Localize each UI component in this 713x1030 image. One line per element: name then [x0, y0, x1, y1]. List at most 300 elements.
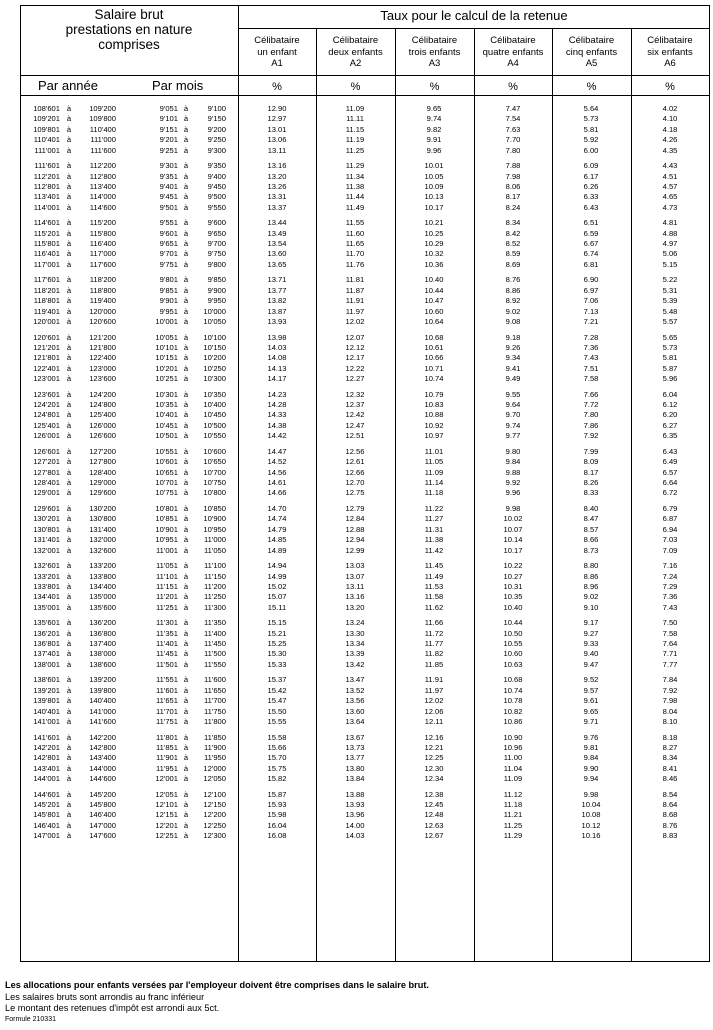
rate-cell-a4: 11.09 [503, 774, 523, 784]
year-from-cell: 116'401 [33, 249, 60, 259]
rate-cell-a6: 4.88 [662, 228, 678, 238]
rate-cell-a5: 9.27 [583, 628, 599, 638]
salary-header-line1: Salaire brut [94, 7, 164, 22]
range-separator: à [183, 259, 189, 269]
table-row [20, 790, 710, 800]
rate-cell-a6: 7.71 [662, 649, 678, 659]
year-to-cell: 118'200 [89, 275, 116, 285]
month-from-cell: 11'701 [155, 706, 178, 716]
year-to-cell: 135'600 [89, 602, 116, 612]
rate-cell-a3: 10.47 [424, 296, 444, 306]
month-from-cell: 10'951 [155, 535, 178, 545]
month-to-cell: 9'100 [207, 104, 226, 113]
column-header-line2: quatre enfants [482, 46, 544, 58]
rate-cell-a4: 11.29 [503, 831, 523, 841]
table-row [20, 649, 710, 659]
month-from-cell: 9'051 [159, 104, 178, 113]
rate-cell-a1: 14.03 [267, 342, 287, 352]
month-to-cell: 11'200 [203, 581, 226, 591]
range-separator: à [66, 171, 72, 181]
rate-cell-a6: 7.98 [662, 696, 678, 706]
year-from-cell: 146'401 [33, 820, 60, 830]
month-from-cell: 10'451 [155, 420, 178, 430]
range-separator: à [66, 561, 72, 571]
month-from-cell: 9'151 [159, 124, 178, 134]
rate-cell-a5: 8.66 [583, 535, 599, 545]
rate-cell-a3: 11.27 [424, 514, 444, 524]
rate-cell-a2: 13.77 [345, 753, 365, 763]
rate-cell-a1: 13.65 [267, 259, 287, 269]
month-from-cell: 10'001 [155, 316, 178, 326]
rate-cell-a1: 15.66 [267, 742, 287, 752]
year-from-cell: 144'001 [33, 774, 60, 784]
year-from-cell: 141'001 [33, 716, 60, 726]
rate-cell-a2: 13.96 [345, 810, 365, 820]
year-from-cell: 144'601 [33, 789, 60, 799]
range-separator: à [66, 296, 72, 306]
range-separator: à [183, 342, 189, 352]
month-from-cell: 9'451 [159, 192, 178, 202]
rate-cell-a4: 9.64 [505, 400, 521, 410]
row-group [20, 275, 710, 327]
rate-cell-a5: 9.47 [583, 659, 599, 669]
rate-cell-a3: 11.45 [424, 561, 444, 571]
rate-cell-a1: 15.50 [267, 706, 287, 716]
rate-cell-a3: 11.72 [424, 628, 444, 638]
month-from-cell: 12'101 [155, 800, 178, 810]
range-separator: à [66, 488, 72, 498]
range-separator: à [66, 275, 72, 285]
rate-cell-a4: 7.80 [505, 145, 521, 155]
rate-cell-a6: 5.48 [662, 306, 678, 316]
range-separator: à [183, 514, 189, 524]
month-to-cell: 10'200 [203, 353, 226, 363]
range-separator: à [183, 789, 189, 799]
month-from-cell: 11'001 [155, 545, 178, 555]
rate-cell-a1: 14.66 [267, 488, 287, 498]
month-from-cell: 9'251 [159, 145, 178, 155]
range-separator: à [183, 218, 189, 228]
rate-cell-a1: 12.97 [267, 114, 287, 124]
year-to-cell: 138'000 [89, 649, 116, 659]
year-from-cell: 139'201 [33, 685, 60, 695]
year-from-cell: 133'801 [33, 581, 60, 591]
rate-cell-a2: 12.70 [345, 478, 365, 488]
rate-cell-a3: 10.25 [424, 228, 444, 238]
rate-cell-a1: 13.60 [267, 249, 287, 259]
rate-cell-a1: 15.21 [267, 628, 287, 638]
month-from-cell: 9'401 [159, 181, 178, 191]
rate-cell-a2: 13.30 [345, 628, 365, 638]
rate-cell-a4: 10.17 [503, 545, 523, 555]
rate-cell-a3: 10.71 [424, 363, 444, 373]
rate-cell-a3: 10.66 [424, 353, 444, 363]
rate-cell-a2: 12.66 [345, 467, 365, 477]
month-to-cell: 11'400 [203, 628, 226, 638]
range-separator: à [66, 514, 72, 524]
range-separator: à [183, 389, 189, 399]
rate-cell-a5: 8.47 [583, 514, 599, 524]
rate-cell-a3: 10.61 [424, 342, 444, 352]
rate-cell-a5: 6.26 [583, 181, 599, 191]
rate-cell-a2: 11.70 [345, 249, 365, 259]
range-separator: à [66, 649, 72, 659]
month-to-cell: 9'650 [207, 228, 226, 238]
range-separator: à [66, 400, 72, 410]
range-separator: à [66, 732, 72, 742]
rate-cell-a2: 12.75 [345, 488, 365, 498]
rate-cell-a1: 12.90 [267, 104, 287, 113]
month-from-cell: 12'201 [155, 820, 178, 830]
month-from-cell: 11'151 [155, 581, 178, 591]
range-separator: à [183, 696, 189, 706]
table-row [20, 161, 710, 171]
month-to-cell: 11'850 [203, 732, 226, 742]
range-separator: à [66, 535, 72, 545]
rate-cell-a2: 13.73 [345, 742, 365, 752]
table-row [20, 572, 710, 582]
note-allocations: Les allocations pour enfants versées par l'employeur doivent être comprises dans le salaire brut. [5, 980, 429, 990]
rate-cell-a1: 15.55 [267, 716, 287, 726]
year-from-cell: 124'801 [33, 410, 60, 420]
rate-cell-a1: 15.07 [267, 592, 287, 602]
note-rounding-tax: Le montant des retenues d'impôt est arrondi aux 5ct. [5, 1003, 220, 1014]
table-row [20, 764, 710, 774]
rate-cell-a6: 7.50 [662, 618, 678, 628]
rate-cell-a4: 9.80 [505, 446, 521, 456]
rate-cell-a6: 7.64 [662, 639, 678, 649]
note-rounding-salary: Les salaires bruts sont arrondis au franc inférieur [5, 991, 205, 1002]
column-header-line1: Célibataire [254, 35, 300, 46]
rate-cell-a3: 11.05 [424, 457, 444, 467]
rate-cell-a4: 10.78 [503, 696, 523, 706]
year-from-cell: 135'601 [33, 618, 60, 628]
month-to-cell: 10'500 [203, 420, 226, 430]
rate-cell-a6: 6.94 [662, 524, 678, 534]
month-to-cell: 12'000 [203, 763, 226, 773]
rate-cell-a2: 11.97 [345, 306, 365, 316]
column-header-a2 [316, 35, 395, 70]
range-separator: à [183, 400, 189, 410]
range-separator: à [183, 249, 189, 259]
range-separator: à [66, 239, 72, 249]
range-separator: à [183, 457, 189, 467]
table-row [20, 296, 710, 306]
month-to-cell: 9'950 [207, 296, 226, 306]
rate-cell-a1: 14.13 [267, 363, 287, 373]
rate-cell-a4: 10.07 [503, 524, 523, 534]
table-row [20, 821, 710, 831]
month-to-cell: 9'450 [207, 181, 226, 191]
range-separator: à [66, 374, 72, 384]
rate-cell-a1: 13.82 [267, 296, 287, 306]
rate-cell-a5: 6.81 [583, 259, 599, 269]
year-to-cell: 115'800 [89, 228, 116, 238]
rate-cell-a4: 10.55 [503, 639, 523, 649]
rate-title: Taux pour le calcul de la retenue [380, 8, 568, 23]
rate-cell-a4: 8.42 [505, 228, 521, 238]
rate-cell-a1: 15.75 [267, 763, 287, 773]
rate-cell-a2: 13.11 [345, 581, 365, 591]
range-separator: à [183, 763, 189, 773]
column-header-a4 [474, 35, 552, 70]
year-to-cell: 140'400 [89, 696, 116, 706]
rate-cell-a5: 7.36 [583, 342, 599, 352]
table-row [20, 717, 710, 727]
table-row [20, 307, 710, 317]
rate-cell-a3: 12.34 [424, 774, 444, 784]
column-header-line1: Célibataire [490, 35, 536, 46]
range-separator: à [66, 218, 72, 228]
month-to-cell: 11'000 [203, 535, 226, 545]
year-to-cell: 135'000 [89, 592, 116, 602]
rate-cell-a4: 10.27 [503, 571, 523, 581]
table-row [20, 800, 710, 810]
month-from-cell: 11'601 [155, 685, 178, 695]
rate-cell-a5: 8.57 [583, 524, 599, 534]
rate-cell-a1: 15.11 [267, 602, 287, 612]
rate-cell-a4: 9.49 [505, 374, 521, 384]
table-row [20, 488, 710, 498]
rate-cell-a3: 12.63 [424, 820, 444, 830]
rate-cell-a4: 9.98 [505, 503, 521, 513]
rate-cell-a1: 13.26 [267, 181, 287, 191]
month-from-cell: 10'701 [155, 478, 178, 488]
rate-cell-a6: 7.29 [662, 581, 678, 591]
rate-cell-a4: 8.52 [505, 239, 521, 249]
rate-cell-a2: 13.88 [345, 789, 365, 799]
rate-cell-a4: 10.82 [503, 706, 523, 716]
year-from-cell: 126'601 [33, 446, 60, 456]
year-to-cell: 121'200 [89, 332, 116, 342]
month-from-cell: 11'901 [155, 753, 178, 763]
month-from-cell: 9'851 [159, 285, 178, 295]
month-to-cell: 9'300 [207, 145, 226, 155]
year-from-cell: 131'401 [33, 535, 60, 545]
range-separator: à [66, 618, 72, 628]
rate-cell-a6: 4.26 [662, 135, 678, 145]
column-header-a5 [552, 35, 631, 70]
rate-cell-a2: 12.07 [345, 332, 365, 342]
rate-cell-a6: 7.58 [662, 628, 678, 638]
rate-cell-a4: 11.04 [503, 763, 523, 773]
table-row [20, 317, 710, 327]
month-from-cell: 10'501 [155, 431, 178, 441]
rate-cell-a2: 12.94 [345, 535, 365, 545]
rate-cell-a3: 11.82 [424, 649, 444, 659]
year-from-cell: 112'201 [33, 171, 60, 181]
row-group [20, 104, 710, 156]
month-to-cell: 9'900 [207, 285, 226, 295]
month-to-cell: 11'900 [203, 742, 226, 752]
range-separator: à [183, 581, 189, 591]
rate-cell-a3: 10.92 [424, 420, 444, 430]
month-to-cell: 12'250 [203, 820, 226, 830]
range-separator: à [183, 410, 189, 420]
range-separator: à [183, 446, 189, 456]
range-separator: à [66, 431, 72, 441]
rate-cell-a5: 9.52 [583, 675, 599, 685]
rate-cell-a3: 9.96 [426, 145, 442, 155]
rate-cell-a1: 13.44 [267, 218, 287, 228]
year-to-cell: 114'000 [89, 192, 116, 202]
table-row [20, 660, 710, 670]
year-to-cell: 132'600 [89, 545, 116, 555]
rate-cell-a3: 10.83 [424, 400, 444, 410]
range-separator: à [183, 639, 189, 649]
rate-cell-a2: 11.65 [345, 239, 365, 249]
rate-cell-a3: 11.09 [424, 467, 444, 477]
rate-cell-a3: 10.09 [424, 181, 444, 191]
rate-cell-a6: 4.81 [662, 218, 678, 228]
rate-cell-a3: 10.44 [424, 285, 444, 295]
rate-cell-a1: 16.08 [267, 831, 287, 841]
rate-cell-a6: 4.18 [662, 124, 678, 134]
table-row [20, 447, 710, 457]
year-to-cell: 145'200 [89, 789, 116, 799]
month-to-cell: 11'450 [203, 639, 226, 649]
rate-cell-a6: 6.87 [662, 514, 678, 524]
rate-cell-a5: 8.40 [583, 503, 599, 513]
table-row [20, 675, 710, 685]
year-to-cell: 144'600 [89, 774, 116, 784]
rate-cell-a6: 8.41 [662, 763, 678, 773]
rate-cell-a3: 10.60 [424, 306, 444, 316]
rate-cell-a4: 9.96 [505, 488, 521, 498]
year-to-cell: 142'200 [89, 732, 116, 742]
month-from-cell: 11'101 [155, 571, 178, 581]
column-header-code: A6 [664, 58, 676, 70]
rate-cell-a6: 8.18 [662, 732, 678, 742]
rate-cell-a3: 11.66 [424, 618, 444, 628]
rate-cell-a1: 14.28 [267, 400, 287, 410]
table-row [20, 603, 710, 613]
rate-cell-a2: 11.76 [345, 259, 365, 269]
rate-cell-a6: 6.57 [662, 467, 678, 477]
year-to-cell: 126'000 [89, 420, 116, 430]
rate-cell-a5: 9.17 [583, 618, 599, 628]
rate-cell-a1: 13.06 [267, 135, 287, 145]
year-to-cell: 114'600 [89, 202, 116, 212]
year-from-cell: 119'401 [33, 306, 60, 316]
row-group [20, 675, 710, 727]
row-group [20, 390, 710, 442]
column-header-line2: deux enfants [328, 46, 383, 58]
range-separator: à [183, 732, 189, 742]
rate-cell-a4: 9.41 [505, 363, 521, 373]
row-group [20, 333, 710, 385]
rate-cell-a6: 7.92 [662, 685, 678, 695]
rate-cell-a5: 7.99 [583, 446, 599, 456]
table-row [20, 753, 710, 763]
rate-cell-a4: 10.31 [503, 581, 523, 591]
month-from-cell: 11'501 [155, 659, 178, 669]
year-from-cell: 136'801 [33, 639, 60, 649]
table-row [20, 218, 710, 228]
rate-cell-a1: 15.47 [267, 696, 287, 706]
month-to-cell: 11'150 [203, 571, 226, 581]
range-separator: à [66, 285, 72, 295]
rate-cell-a6: 5.96 [662, 374, 678, 384]
table-row [20, 582, 710, 592]
rate-cell-a1: 14.23 [267, 389, 287, 399]
month-to-cell: 11'950 [203, 753, 226, 763]
column-header-code: A3 [428, 58, 441, 70]
year-from-cell: 138'001 [33, 659, 60, 669]
rate-cell-a3: 11.01 [424, 446, 444, 456]
month-from-cell: 10'851 [155, 514, 178, 524]
rate-cell-a1: 15.15 [267, 618, 287, 628]
year-to-cell: 141'000 [89, 706, 116, 716]
range-separator: à [183, 192, 189, 202]
tax-rate-table [20, 5, 710, 962]
year-from-cell: 120'601 [33, 332, 60, 342]
rate-cell-a3: 10.36 [424, 259, 444, 269]
rate-cell-a4: 7.54 [505, 114, 521, 124]
year-from-cell: 145'801 [33, 810, 60, 820]
year-to-cell: 110'400 [89, 124, 116, 134]
rate-cell-a3: 11.58 [424, 592, 444, 602]
range-separator: à [66, 696, 72, 706]
rate-cell-a3: 11.38 [424, 535, 444, 545]
year-to-cell: 112'800 [89, 171, 116, 181]
rate-cell-a3: 11.62 [424, 602, 444, 612]
year-to-cell: 109'200 [89, 104, 116, 113]
rate-cell-a5: 7.66 [583, 389, 599, 399]
rate-cell-a6: 5.81 [662, 353, 678, 363]
year-from-cell: 126'001 [33, 431, 60, 441]
month-from-cell: 10'351 [155, 400, 178, 410]
rate-cell-a4: 7.88 [505, 161, 521, 171]
rate-cell-a1: 15.82 [267, 774, 287, 784]
range-separator: à [183, 800, 189, 810]
rate-cell-a3: 12.45 [424, 800, 444, 810]
rate-cell-a3: 9.65 [426, 104, 442, 113]
rate-cell-a1: 14.33 [267, 410, 287, 420]
year-to-cell: 121'800 [89, 342, 116, 352]
table-row [20, 707, 710, 717]
rate-cell-a1: 13.01 [267, 124, 287, 134]
table-row [20, 639, 710, 649]
salary-header-line3: comprises [98, 37, 160, 52]
month-from-cell: 10'401 [155, 410, 178, 420]
month-from-cell: 11'251 [155, 602, 178, 612]
rate-cell-a6: 4.57 [662, 181, 678, 191]
year-from-cell: 132'001 [33, 545, 60, 555]
range-separator: à [66, 706, 72, 716]
range-separator: à [183, 104, 189, 113]
range-separator: à [183, 114, 189, 124]
rate-cell-a4: 10.68 [503, 675, 523, 685]
month-to-cell: 9'700 [207, 239, 226, 249]
rate-cell-a3: 10.97 [424, 431, 444, 441]
month-to-cell: 12'050 [203, 774, 226, 784]
table-row [20, 260, 710, 270]
rate-cell-a1: 14.56 [267, 467, 287, 477]
column-header-line2: un enfant [257, 46, 297, 58]
rate-cell-a5: 6.43 [583, 202, 599, 212]
salary-header-line2: prestations en nature [65, 22, 193, 37]
rate-cell-a5: 9.90 [583, 763, 599, 773]
range-separator: à [66, 810, 72, 820]
column-header-code: A2 [349, 58, 362, 70]
rate-cell-a3: 10.68 [424, 332, 444, 342]
rate-cell-a2: 11.91 [345, 296, 365, 306]
rate-cell-a1: 15.58 [267, 732, 287, 742]
range-separator: à [66, 789, 72, 799]
range-separator: à [183, 353, 189, 363]
month-from-cell: 11'301 [155, 618, 178, 628]
